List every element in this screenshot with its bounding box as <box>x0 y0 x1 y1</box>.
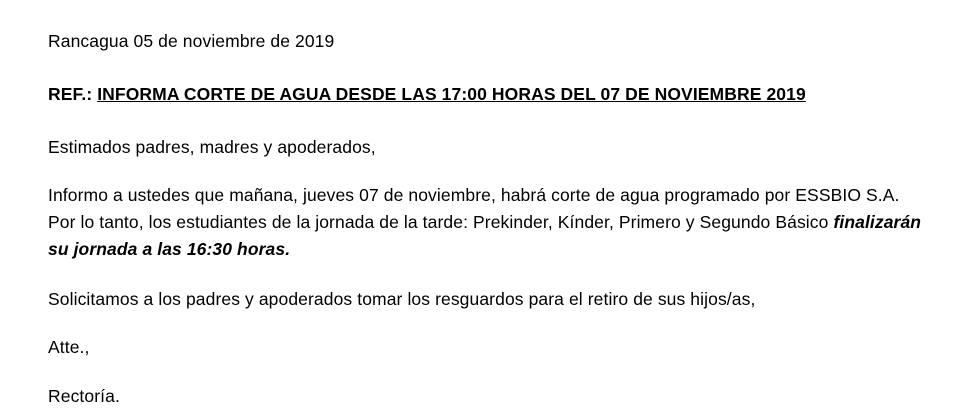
body-text-part1: Informo a ustedes que mañana, jueves 07 de noviembre, habrá corte de agua programado por ESSBIO S.A. Por lo tanto, los estudiantes de la jornada de la tarde: Prekinder, Kínder, Primero y Segundo Básico <box>48 185 900 232</box>
reference-subject: INFORMA CORTE DE AGUA DESDE LAS 17:00 HORAS DEL 07 DE NOVIEMBRE 2019 <box>97 84 806 104</box>
date-line: Rancagua 05 de noviembre de 2019 <box>48 31 335 51</box>
reference-line <box>48 81 925 108</box>
body-text-emphasis: finalizarán su jornada a las 16:30 horas. <box>48 212 922 259</box>
request-paragraph: Solicitamos a los padres y apoderados tomar los resguardos para el retiro de sus hijos/as, <box>48 289 756 309</box>
body-paragraph <box>48 182 925 263</box>
signature-line: Rectoría. <box>48 386 120 406</box>
closing-line: Atte., <box>48 337 90 357</box>
greeting-paragraph: Estimados padres, madres y apoderados, <box>48 137 376 157</box>
reference-label: REF.: <box>48 84 98 104</box>
